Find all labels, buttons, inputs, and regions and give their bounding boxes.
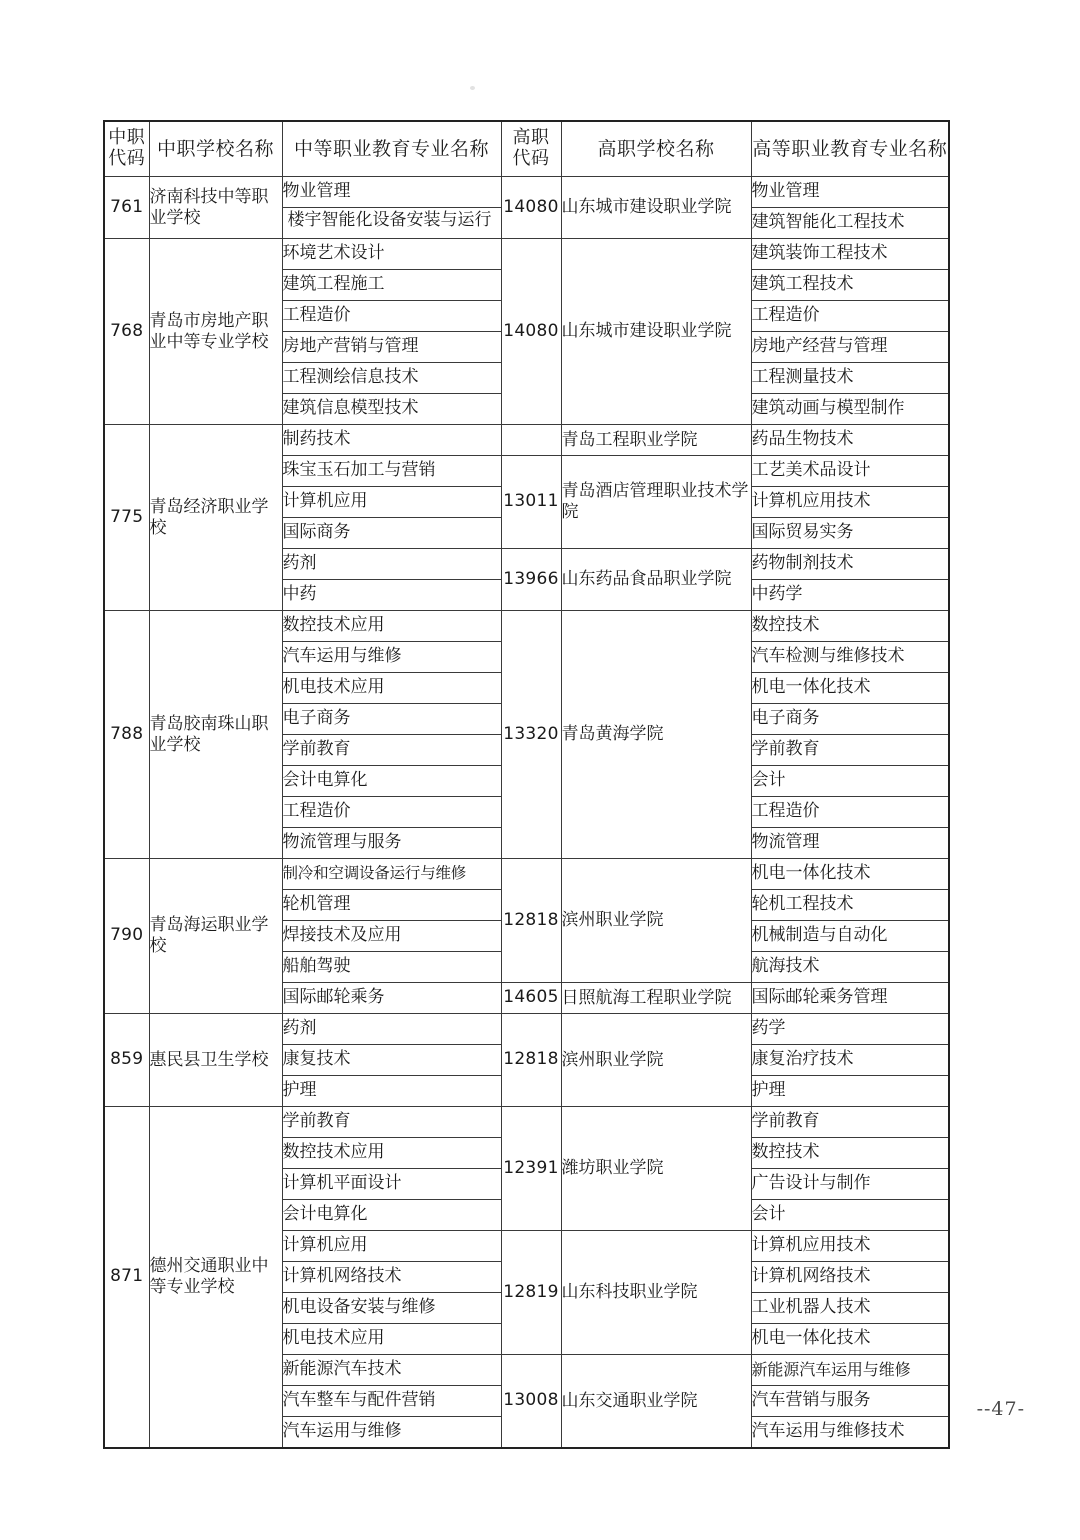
college-school-cell: 青岛酒店管理职业技术学院 bbox=[561, 456, 751, 549]
table-row bbox=[104, 611, 949, 642]
header-line-2: 代码 bbox=[108, 148, 146, 169]
vocational-major-cell: 会计电算化 bbox=[282, 766, 501, 797]
college-code-cell: 12818 bbox=[501, 859, 561, 983]
table-row bbox=[104, 859, 949, 890]
vocational-major-cell: 计算机网络技术 bbox=[282, 1262, 501, 1293]
college-major-cell: 物业管理 bbox=[751, 177, 949, 208]
college-major-cell: 数控技术 bbox=[751, 611, 949, 642]
college-major-cell: 机械制造与自动化 bbox=[751, 921, 949, 952]
header-line-1: 高职 bbox=[512, 127, 550, 149]
vocational-major-cell: 物业管理 bbox=[282, 177, 501, 208]
college-major-cell: 计算机网络技术 bbox=[751, 1262, 949, 1293]
vocational-school-cell: 青岛胶南珠山职业学校 bbox=[149, 611, 282, 859]
vocational-school-cell: 济南科技中等职业学校 bbox=[149, 177, 282, 239]
college-major-cell: 轮机工程技术 bbox=[751, 890, 949, 921]
vocational-major-cell: 汽车整车与配件营销 bbox=[282, 1386, 501, 1417]
vocational-code-cell: 871 bbox=[104, 1107, 149, 1449]
vocational-major-cell: 国际邮轮乘务 bbox=[282, 983, 501, 1014]
college-code-cell: 13008 bbox=[501, 1355, 561, 1449]
vocational-major-cell: 康复技术 bbox=[282, 1045, 501, 1076]
vocational-major-cell: 焊接技术及应用 bbox=[282, 921, 501, 952]
vocational-code-cell: 768 bbox=[104, 239, 149, 425]
vocational-major-cell: 工程造价 bbox=[282, 301, 501, 332]
college-major-cell: 航海技术 bbox=[751, 952, 949, 983]
college-major-cell: 计算机应用技术 bbox=[751, 1231, 949, 1262]
vocational-major-cell: 会计电算化 bbox=[282, 1200, 501, 1231]
vocational-major-cell: 房地产营销与管理 bbox=[282, 332, 501, 363]
page-number: --47- bbox=[976, 1398, 1025, 1420]
college-major-cell: 药物制剂技术 bbox=[751, 549, 949, 580]
college-major-cell: 机电一体化技术 bbox=[751, 673, 949, 704]
vocational-major-cell: 国际商务 bbox=[282, 518, 501, 549]
college-code-cell: 13011 bbox=[501, 456, 561, 549]
college-major-cell: 学前教育 bbox=[751, 1107, 949, 1138]
vocational-school-cell: 青岛海运职业学校 bbox=[149, 859, 282, 1014]
vocational-code-cell: 788 bbox=[104, 611, 149, 859]
college-major-cell: 建筑装饰工程技术 bbox=[751, 239, 949, 270]
college-major-cell: 工程测量技术 bbox=[751, 363, 949, 394]
college-major-cell: 药品生物技术 bbox=[751, 425, 949, 456]
table-row bbox=[104, 1014, 949, 1045]
vocational-major-text: 楼宇智能化设备安装与运行 bbox=[287, 210, 492, 230]
vocational-major-cell: 计算机应用 bbox=[282, 487, 501, 518]
college-code-cell: 13966 bbox=[501, 549, 561, 611]
college-major-cell: 汽车运用与维修技术 bbox=[751, 1417, 949, 1449]
college-major-cell: 汽车检测与维修技术 bbox=[751, 642, 949, 673]
college-major-cell: 中药学 bbox=[751, 580, 949, 611]
college-code-cell bbox=[501, 425, 561, 456]
college-school-cell: 山东药品食品职业学院 bbox=[561, 549, 751, 611]
college-major-cell: 电子商务 bbox=[751, 704, 949, 735]
vocational-school-cell: 青岛经济职业学校 bbox=[149, 425, 282, 611]
vocational-major-cell: 工程测绘信息技术 bbox=[282, 363, 501, 394]
college-major-cell: 会计 bbox=[751, 1200, 949, 1231]
vocational-major-cell: 珠宝玉石加工与营销 bbox=[282, 456, 501, 487]
vocational-code-cell: 859 bbox=[104, 1014, 149, 1107]
college-major-cell: 工业机器人技术 bbox=[751, 1293, 949, 1324]
column-header-vocational-major: 中等职业教育专业名称 bbox=[282, 121, 501, 177]
college-code-cell: 14605 bbox=[501, 983, 561, 1014]
college-major-cell: 建筑智能化工程技术 bbox=[751, 208, 949, 239]
vocational-major-cell: 汽车运用与维修 bbox=[282, 1417, 501, 1449]
vocational-major-cell: 制药技术 bbox=[282, 425, 501, 456]
college-code-cell: 13320 bbox=[501, 611, 561, 859]
vocational-major-cell: 建筑信息模型技术 bbox=[282, 394, 501, 425]
table-header bbox=[104, 121, 949, 177]
college-major-cell: 建筑动画与模型制作 bbox=[751, 394, 949, 425]
vocational-major-cell: 环境艺术设计 bbox=[282, 239, 501, 270]
college-major-cell: 国际贸易实务 bbox=[751, 518, 949, 549]
vocational-school-cell: 青岛市房地产职业中等专业学校 bbox=[149, 239, 282, 425]
college-major-cell: 房地产经营与管理 bbox=[751, 332, 949, 363]
college-code-cell: 12819 bbox=[501, 1231, 561, 1355]
vocational-major-cell: 中药 bbox=[282, 580, 501, 611]
vocational-major-cell: 船舶驾驶 bbox=[282, 952, 501, 983]
college-major-cell: 护理 bbox=[751, 1076, 949, 1107]
college-major-cell: 机电一体化技术 bbox=[751, 1324, 949, 1355]
vocational-major-cell: 学前教育 bbox=[282, 1107, 501, 1138]
vocational-major-cell: 机电技术应用 bbox=[282, 673, 501, 704]
vocational-major-cell: 轮机管理 bbox=[282, 890, 501, 921]
college-school-cell: 山东城市建设职业学院 bbox=[561, 239, 751, 425]
vocational-major-cell: 制冷和空调设备运行与维修 bbox=[282, 859, 501, 890]
column-header-college-code bbox=[501, 121, 561, 177]
table-row bbox=[104, 425, 949, 456]
college-school-cell: 青岛工程职业学院 bbox=[561, 425, 751, 456]
column-header-college-major: 高等职业教育专业名称 bbox=[751, 121, 949, 177]
column-header-vocational-school: 中职学校名称 bbox=[149, 121, 282, 177]
college-major-cell: 新能源汽车运用与维修 bbox=[751, 1355, 949, 1386]
scan-artifact bbox=[470, 86, 475, 90]
vocational-major-cell: 药剂 bbox=[282, 549, 501, 580]
college-school-cell: 滨州职业学院 bbox=[561, 859, 751, 983]
college-major-cell: 学前教育 bbox=[751, 735, 949, 766]
articulation-table bbox=[103, 120, 950, 1449]
vocational-major-cell: 数控技术应用 bbox=[282, 611, 501, 642]
vocational-major-cell bbox=[282, 208, 501, 239]
college-code-cell: 14080 bbox=[501, 177, 561, 239]
table-body bbox=[104, 177, 949, 1449]
college-school-cell: 山东交通职业学院 bbox=[561, 1355, 751, 1449]
college-major-cell: 药学 bbox=[751, 1014, 949, 1045]
college-school-cell: 滨州职业学院 bbox=[561, 1014, 751, 1107]
college-major-cell: 汽车营销与服务 bbox=[751, 1386, 949, 1417]
table-row bbox=[104, 177, 949, 208]
table-row bbox=[104, 1107, 949, 1138]
vocational-major-cell: 物流管理与服务 bbox=[282, 828, 501, 859]
college-major-cell: 国际邮轮乘务管理 bbox=[751, 983, 949, 1014]
vocational-major-cell: 新能源汽车技术 bbox=[282, 1355, 501, 1386]
header-row bbox=[104, 121, 949, 177]
vocational-major-cell: 工程造价 bbox=[282, 797, 501, 828]
college-major-cell: 数控技术 bbox=[751, 1138, 949, 1169]
college-major-cell: 机电一体化技术 bbox=[751, 859, 949, 890]
college-school-cell: 潍坊职业学院 bbox=[561, 1107, 751, 1231]
college-school-cell: 日照航海工程职业学院 bbox=[561, 983, 751, 1014]
college-major-cell: 工程造价 bbox=[751, 301, 949, 332]
vocational-code-cell: 761 bbox=[104, 177, 149, 239]
vocational-major-cell: 护理 bbox=[282, 1076, 501, 1107]
college-school-cell: 青岛黄海学院 bbox=[561, 611, 751, 859]
college-major-cell: 会计 bbox=[751, 766, 949, 797]
vocational-major-cell: 机电设备安装与维修 bbox=[282, 1293, 501, 1324]
college-major-cell: 工艺美术品设计 bbox=[751, 456, 949, 487]
vocational-major-cell: 数控技术应用 bbox=[282, 1138, 501, 1169]
vocational-major-cell: 电子商务 bbox=[282, 704, 501, 735]
vocational-major-cell: 机电技术应用 bbox=[282, 1324, 501, 1355]
vocational-major-cell: 计算机应用 bbox=[282, 1231, 501, 1262]
college-major-cell: 建筑工程技术 bbox=[751, 270, 949, 301]
vocational-major-cell: 汽车运用与维修 bbox=[282, 642, 501, 673]
column-header-college-school: 高职学校名称 bbox=[561, 121, 751, 177]
vocational-school-cell: 德州交通职业中等专业学校 bbox=[149, 1107, 282, 1449]
vocational-school-cell: 惠民县卫生学校 bbox=[149, 1014, 282, 1107]
vocational-major-cell: 药剂 bbox=[282, 1014, 501, 1045]
vocational-major-cell: 建筑工程施工 bbox=[282, 270, 501, 301]
vocational-code-cell: 775 bbox=[104, 425, 149, 611]
header-line-1: 中职 bbox=[108, 127, 146, 149]
college-major-cell: 广告设计与制作 bbox=[751, 1169, 949, 1200]
vocational-code-cell: 790 bbox=[104, 859, 149, 1014]
vocational-major-cell: 学前教育 bbox=[282, 735, 501, 766]
table-row bbox=[104, 239, 949, 270]
college-major-cell: 工程造价 bbox=[751, 797, 949, 828]
vocational-major-cell: 计算机平面设计 bbox=[282, 1169, 501, 1200]
college-school-cell: 山东城市建设职业学院 bbox=[561, 177, 751, 239]
college-code-cell: 12391 bbox=[501, 1107, 561, 1231]
header-line-2: 代码 bbox=[512, 148, 550, 169]
college-school-cell: 山东科技职业学院 bbox=[561, 1231, 751, 1355]
college-code-cell: 14080 bbox=[501, 239, 561, 425]
college-major-cell: 计算机应用技术 bbox=[751, 487, 949, 518]
college-major-cell: 康复治疗技术 bbox=[751, 1045, 949, 1076]
college-code-cell: 12818 bbox=[501, 1014, 561, 1107]
college-major-cell: 物流管理 bbox=[751, 828, 949, 859]
column-header-vocational-code bbox=[104, 121, 149, 177]
